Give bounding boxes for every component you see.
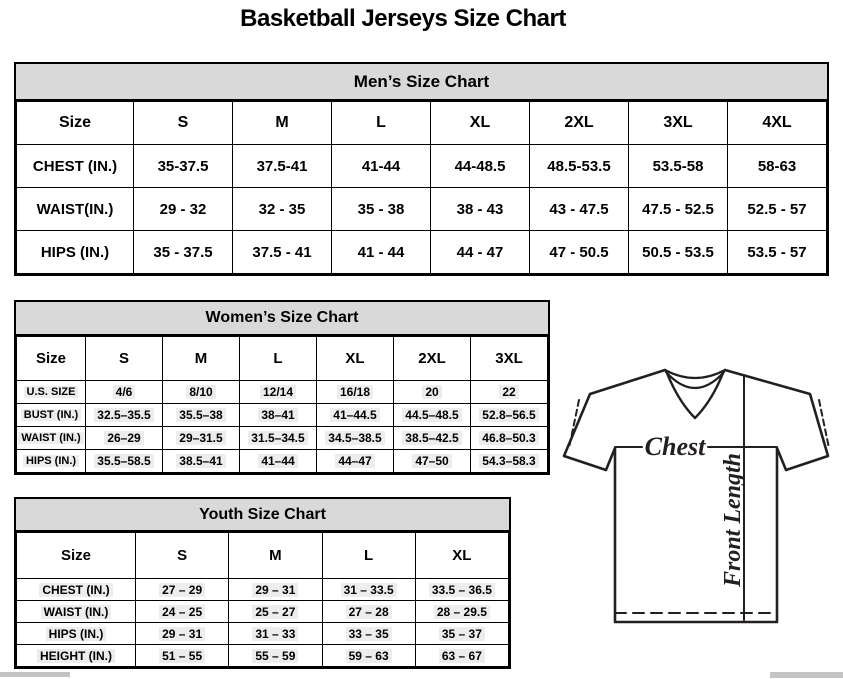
size-range-cell bbox=[86, 450, 163, 473]
size-range-cell bbox=[530, 145, 629, 188]
chest-label: Chest bbox=[644, 432, 706, 461]
womens-chart-title: Women’s Size Chart bbox=[16, 302, 548, 336]
size-range-value: 38.5–41 bbox=[176, 454, 225, 468]
size-range-value: 44–47 bbox=[335, 454, 374, 468]
column-header-label: 2XL bbox=[564, 114, 594, 131]
size-range-cell bbox=[86, 427, 163, 450]
size-range-value: 12/14 bbox=[260, 385, 296, 399]
row-label-cell bbox=[17, 623, 136, 645]
size-range-value: 44 - 47 bbox=[456, 243, 504, 261]
size-range-value: 44.5–48.5 bbox=[402, 408, 461, 422]
size-column-header bbox=[17, 533, 136, 579]
column-header-label: M bbox=[275, 114, 289, 131]
size-range-cell bbox=[229, 645, 322, 667]
column-header-label: Size bbox=[35, 350, 66, 367]
size-range-cell bbox=[240, 404, 317, 427]
row-label-cell bbox=[17, 145, 134, 188]
row-label-cell bbox=[17, 231, 134, 274]
row-label-cell bbox=[17, 450, 86, 473]
size-range-value: 44-48.5 bbox=[454, 157, 506, 175]
size-range-value: 43 - 47.5 bbox=[549, 200, 609, 218]
size-range-cell bbox=[317, 450, 394, 473]
size-range-value: 41 - 44 bbox=[357, 243, 405, 261]
womens-size-table bbox=[16, 336, 548, 473]
size-range-value: 35.5–58.5 bbox=[94, 454, 153, 468]
size-range-value: 33 – 35 bbox=[346, 627, 392, 641]
youth-size-table bbox=[16, 532, 509, 667]
column-header bbox=[317, 337, 394, 381]
column-header bbox=[471, 337, 548, 381]
size-range-cell bbox=[86, 404, 163, 427]
mens-size-table bbox=[16, 101, 827, 274]
column-header bbox=[229, 533, 322, 579]
size-range-value: 16/18 bbox=[337, 385, 373, 399]
column-header-label: L bbox=[273, 350, 283, 367]
size-range-value: 35-37.5 bbox=[157, 157, 209, 175]
size-range-value: 41–44.5 bbox=[330, 408, 379, 422]
size-range-value: 31.5–34.5 bbox=[248, 431, 307, 445]
size-range-cell bbox=[471, 450, 548, 473]
size-range-cell bbox=[415, 623, 508, 645]
row-label-cell bbox=[17, 427, 86, 450]
column-header-label: L bbox=[376, 114, 386, 131]
column-header-label: 4XL bbox=[762, 114, 792, 131]
size-range-value: 47–50 bbox=[412, 454, 451, 468]
size-range-cell bbox=[322, 601, 415, 623]
row-label: U.S. SIZE bbox=[24, 386, 79, 398]
size-range-cell bbox=[332, 145, 431, 188]
row-label-cell bbox=[17, 579, 136, 601]
column-header-label: L bbox=[364, 547, 374, 564]
size-range-cell bbox=[431, 231, 530, 274]
size-range-cell bbox=[163, 427, 240, 450]
size-range-cell bbox=[415, 601, 508, 623]
size-range-value: 29 – 31 bbox=[159, 627, 205, 641]
column-header bbox=[322, 533, 415, 579]
size-range-cell bbox=[240, 381, 317, 404]
jersey-outline bbox=[564, 370, 828, 622]
size-range-cell bbox=[229, 579, 322, 601]
column-header bbox=[394, 337, 471, 381]
row-label: CHEST (IN.) bbox=[32, 157, 118, 175]
size-range-value: 35 - 37.5 bbox=[153, 243, 213, 261]
table-row bbox=[17, 381, 548, 404]
column-header-label: M bbox=[194, 350, 208, 367]
column-header bbox=[136, 533, 229, 579]
size-range-cell bbox=[317, 381, 394, 404]
column-header-label: S bbox=[177, 547, 188, 564]
youth-size-chart-section bbox=[14, 497, 511, 669]
size-range-cell bbox=[471, 404, 548, 427]
column-header-label: XL bbox=[452, 547, 472, 564]
size-range-cell bbox=[431, 188, 530, 231]
row-label: HEIGHT (IN.) bbox=[37, 649, 115, 663]
size-range-cell bbox=[629, 145, 728, 188]
size-range-value: 24 – 25 bbox=[159, 605, 205, 619]
size-range-cell bbox=[629, 188, 728, 231]
size-range-value: 27 – 28 bbox=[346, 605, 392, 619]
horizontal-scrollbar-right-fragment[interactable] bbox=[770, 672, 843, 678]
size-range-cell bbox=[322, 645, 415, 667]
size-range-cell bbox=[134, 145, 233, 188]
column-header bbox=[530, 102, 629, 145]
size-range-cell bbox=[394, 404, 471, 427]
size-range-cell bbox=[431, 145, 530, 188]
size-range-cell bbox=[322, 579, 415, 601]
header-row bbox=[17, 533, 509, 579]
size-range-cell bbox=[136, 601, 229, 623]
column-header bbox=[163, 337, 240, 381]
column-header-label: XL bbox=[469, 114, 491, 131]
size-range-value: 38–41 bbox=[258, 408, 297, 422]
size-range-value: 38.5–42.5 bbox=[402, 431, 461, 445]
size-range-cell bbox=[240, 450, 317, 473]
row-label: BUST (IN.) bbox=[21, 409, 81, 421]
table-row bbox=[17, 145, 827, 188]
row-label-cell bbox=[17, 645, 136, 667]
youth-chart-title: Youth Size Chart bbox=[16, 499, 509, 532]
size-range-value: 33.5 – 36.5 bbox=[429, 583, 495, 597]
size-range-value: 25 – 27 bbox=[252, 605, 298, 619]
row-label-cell bbox=[17, 404, 86, 427]
size-range-value: 46.8–50.3 bbox=[479, 431, 538, 445]
size-range-value: 35 - 38 bbox=[357, 200, 405, 218]
size-range-value: 31 – 33 bbox=[252, 627, 298, 641]
column-header bbox=[332, 102, 431, 145]
size-range-value: 48.5-53.5 bbox=[547, 157, 611, 175]
size-range-cell bbox=[728, 145, 827, 188]
size-range-cell bbox=[233, 231, 332, 274]
header-row bbox=[17, 102, 827, 145]
size-range-cell bbox=[136, 645, 229, 667]
size-range-value: 41–44 bbox=[258, 454, 297, 468]
table-row bbox=[17, 601, 509, 623]
column-header-label: S bbox=[118, 350, 129, 367]
size-range-cell bbox=[471, 381, 548, 404]
mens-size-chart-section bbox=[14, 62, 829, 276]
table-row bbox=[17, 231, 827, 274]
size-range-value: 32 - 35 bbox=[258, 200, 306, 218]
header-row bbox=[17, 337, 548, 381]
size-column-header bbox=[17, 102, 134, 145]
size-range-cell bbox=[233, 145, 332, 188]
table-row bbox=[17, 579, 509, 601]
size-range-value: 55 – 59 bbox=[252, 649, 298, 663]
size-range-value: 34.5–38.5 bbox=[325, 431, 384, 445]
size-range-value: 52.5 - 57 bbox=[747, 200, 807, 218]
page-title: Basketball Jerseys Size Chart bbox=[240, 5, 566, 32]
size-range-value: 54.3–58.3 bbox=[479, 454, 538, 468]
column-header-label: 3XL bbox=[663, 114, 693, 131]
column-header-label: Size bbox=[58, 114, 91, 131]
size-range-value: 47 - 50.5 bbox=[549, 243, 609, 261]
size-range-value: 37.5-41 bbox=[256, 157, 308, 175]
size-range-value: 4/6 bbox=[113, 385, 136, 399]
size-range-cell bbox=[317, 404, 394, 427]
size-range-cell bbox=[394, 427, 471, 450]
column-header-label: Size bbox=[60, 547, 91, 564]
size-range-cell bbox=[136, 579, 229, 601]
size-range-value: 27 – 29 bbox=[159, 583, 205, 597]
size-range-value: 59 – 63 bbox=[346, 649, 392, 663]
size-range-value: 47.5 - 52.5 bbox=[642, 200, 714, 218]
jersey-measurement-diagram bbox=[556, 364, 842, 630]
size-range-value: 41-44 bbox=[361, 157, 401, 175]
row-label-cell bbox=[17, 188, 134, 231]
size-range-value: 28 – 29.5 bbox=[434, 605, 490, 619]
column-header-label: 3XL bbox=[495, 350, 523, 367]
size-range-cell bbox=[229, 601, 322, 623]
size-range-cell bbox=[163, 404, 240, 427]
table-row bbox=[17, 623, 509, 645]
row-label: HIPS (IN.) bbox=[23, 455, 79, 467]
row-label: HIPS (IN.) bbox=[46, 627, 107, 641]
size-range-cell bbox=[471, 427, 548, 450]
size-range-cell bbox=[233, 188, 332, 231]
size-range-cell bbox=[415, 579, 508, 601]
size-range-value: 53.5 - 57 bbox=[747, 243, 807, 261]
column-header-label: S bbox=[177, 114, 189, 131]
row-label: WAIST (IN.) bbox=[18, 432, 83, 444]
collar-arc-outer bbox=[665, 370, 725, 378]
size-range-cell bbox=[134, 188, 233, 231]
front-length-label: Front Length bbox=[720, 452, 746, 588]
size-range-value: 38 - 43 bbox=[456, 200, 504, 218]
size-range-value: 37.5 - 41 bbox=[252, 243, 312, 261]
size-range-cell bbox=[229, 623, 322, 645]
size-range-value: 53.5-58 bbox=[652, 157, 704, 175]
column-header-label: M bbox=[269, 547, 282, 564]
size-range-value: 35 – 37 bbox=[439, 627, 485, 641]
size-range-value: 29 - 32 bbox=[159, 200, 207, 218]
womens-size-chart-section bbox=[14, 300, 550, 475]
column-header bbox=[134, 102, 233, 145]
size-range-value: 58-63 bbox=[757, 157, 797, 175]
column-header bbox=[415, 533, 508, 579]
size-range-value: 8/10 bbox=[186, 385, 215, 399]
size-range-cell bbox=[415, 645, 508, 667]
row-label: WAIST(IN.) bbox=[36, 200, 114, 218]
size-range-cell bbox=[332, 188, 431, 231]
column-header bbox=[240, 337, 317, 381]
table-row bbox=[17, 645, 509, 667]
row-label: WAIST (IN.) bbox=[41, 605, 112, 619]
mens-chart-title: Men’s Size Chart bbox=[16, 64, 827, 101]
size-range-cell bbox=[728, 231, 827, 274]
size-range-value: 63 – 67 bbox=[439, 649, 485, 663]
size-range-cell bbox=[332, 231, 431, 274]
row-label-cell bbox=[17, 381, 86, 404]
size-range-cell bbox=[317, 427, 394, 450]
row-label: CHEST (IN.) bbox=[39, 583, 112, 597]
column-header bbox=[431, 102, 530, 145]
column-header bbox=[86, 337, 163, 381]
size-range-cell bbox=[163, 381, 240, 404]
size-range-cell bbox=[530, 188, 629, 231]
horizontal-scrollbar-left-fragment[interactable] bbox=[0, 672, 70, 677]
column-header bbox=[629, 102, 728, 145]
size-range-value: 51 – 55 bbox=[159, 649, 205, 663]
size-range-value: 29 – 31 bbox=[252, 583, 298, 597]
size-range-cell bbox=[136, 623, 229, 645]
column-header bbox=[728, 102, 827, 145]
size-range-cell bbox=[394, 381, 471, 404]
size-range-cell bbox=[134, 231, 233, 274]
size-range-value: 52.8–56.5 bbox=[479, 408, 538, 422]
size-range-cell bbox=[629, 231, 728, 274]
size-range-value: 26–29 bbox=[104, 431, 143, 445]
size-range-cell bbox=[728, 188, 827, 231]
size-range-value: 32.5–35.5 bbox=[94, 408, 153, 422]
size-range-value: 20 bbox=[422, 385, 441, 399]
size-range-value: 22 bbox=[499, 385, 518, 399]
column-header-label: 2XL bbox=[418, 350, 446, 367]
size-range-cell bbox=[322, 623, 415, 645]
column-header-label: XL bbox=[345, 350, 365, 367]
size-range-value: 31 – 33.5 bbox=[341, 583, 397, 597]
size-range-value: 29–31.5 bbox=[176, 431, 225, 445]
size-range-value: 50.5 - 53.5 bbox=[642, 243, 714, 261]
table-row bbox=[17, 450, 548, 473]
size-range-cell bbox=[394, 450, 471, 473]
table-row bbox=[17, 188, 827, 231]
column-header bbox=[233, 102, 332, 145]
size-column-header bbox=[17, 337, 86, 381]
row-label: HIPS (IN.) bbox=[40, 243, 110, 261]
row-label-cell bbox=[17, 601, 136, 623]
size-range-cell bbox=[530, 231, 629, 274]
size-range-cell bbox=[86, 381, 163, 404]
size-range-value: 35.5–38 bbox=[176, 408, 225, 422]
table-row bbox=[17, 427, 548, 450]
table-row bbox=[17, 404, 548, 427]
size-range-cell bbox=[240, 427, 317, 450]
size-range-cell bbox=[163, 450, 240, 473]
